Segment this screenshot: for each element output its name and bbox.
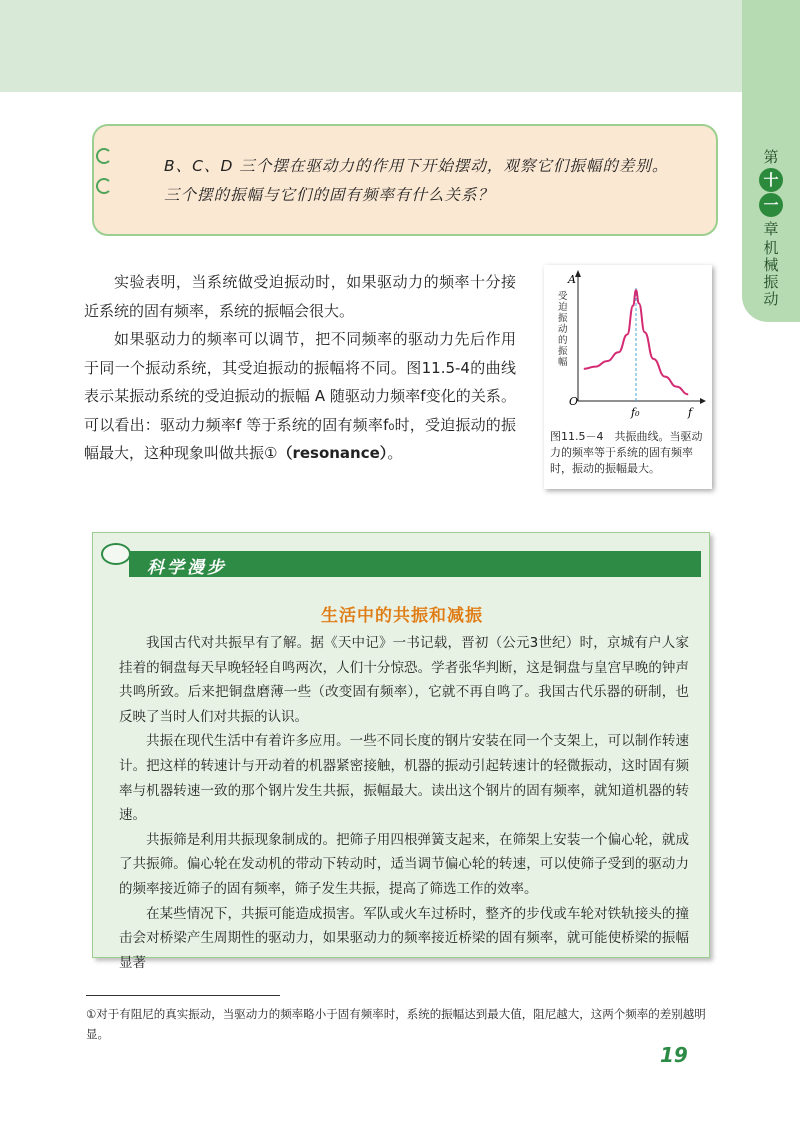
chapter-number-2: 一 bbox=[759, 193, 783, 217]
science-walk-header bbox=[129, 551, 701, 577]
paragraph-1: 实验表明，当系统做受迫振动时，如果驱动力的频率十分接近系统的固有频率，系统的振幅会很大。 bbox=[84, 273, 516, 320]
science-walk-box bbox=[92, 532, 710, 971]
paragraph-2-text: 如果驱动力的频率可以调节，把不同频率的驱动力先后作用于同一个振动系统，其受迫振动的振幅将不同。图11.5-4的曲线表示某振动系统的受迫振动的振幅 A 随驱动力频率f变化的关系。可以看出：驱动力频率f 等于系统的固有频率f₀时，受迫振动的振幅最大，这种现象叫做共振① bbox=[84, 330, 516, 462]
chapter-di: 第 bbox=[763, 148, 779, 166]
y-axis-description: 受迫振动的振幅 bbox=[558, 291, 568, 368]
sci-paragraph-4: 在某些情况下，共振可能造成损害。军队或火车过桥时，整齐的步伐或车轮对铁轨接头的撞击会对桥梁产生周期性的驱动力，如果驱动力的频率接近桥梁的固有频率，就可能使桥梁的振幅显著 bbox=[119, 905, 689, 971]
science-walk-body bbox=[119, 631, 689, 975]
science-walk-label: 科学漫步 bbox=[147, 558, 227, 578]
chapter-number-1: 十 bbox=[759, 168, 783, 192]
chapter-title: 机械振动 bbox=[763, 239, 779, 308]
x-axis-arrow bbox=[700, 398, 706, 404]
origin-label: O bbox=[569, 395, 579, 408]
question-text bbox=[164, 152, 668, 210]
ring-icon bbox=[96, 178, 112, 194]
y-axis-label: A bbox=[568, 273, 576, 286]
question-line-2: 三个摆的振幅与它们的固有频率有什么关系？ bbox=[164, 186, 495, 204]
paragraph-2 bbox=[84, 325, 516, 468]
footnote-rule bbox=[86, 995, 280, 996]
question-box bbox=[92, 124, 718, 236]
ring-icon bbox=[96, 148, 112, 164]
figure-caption: 图11.5－4 共振曲线。当驱动力的频率等于系统的固有频率时，振动的振幅最大。 bbox=[550, 430, 703, 475]
f0-label: f₀ bbox=[631, 406, 640, 419]
footnote: ①对于有阻尼的真实振动，当驱动力的频率略小于固有频率时，系统的振幅达到最大值，阻尼越大，这两个频率的差别越明显。 bbox=[86, 1007, 706, 1041]
question-line-1: B、C、D 三个摆在驱动力的作用下开始摆动，观察它们振幅的差别。 bbox=[164, 157, 669, 175]
resonance-figure bbox=[544, 265, 712, 489]
paragraph-2-end: 。 bbox=[387, 444, 403, 462]
science-walk-title: 生活中的共振和减振 bbox=[321, 606, 483, 626]
chapter-tab bbox=[742, 0, 800, 322]
main-text bbox=[84, 268, 516, 468]
resonance-term: （resonance） bbox=[277, 444, 388, 462]
sci-paragraph-2: 共振在现代生活中有着许多应用。一些不同长度的钢片安装在同一个支架上，可以制作转速计。把这样的转速计与开动着的机器紧密接触，机器的振动引起转速计的轻微振动，这时固有频率与机器转速一致的那个钢片发生共振，振幅最大。读出这个钢片的固有频率，就知道机器的转速。 bbox=[119, 733, 689, 824]
sci-paragraph-3: 共振筛是利用共振现象制成的。把筛子用四根弹簧支起来，在筛架上安装一个偏心轮，就成了共振筛。偏心轮在发动机的带动下转动时，适当调节偏心轮的转速，可以使筛子受到的驱动力的频率接近筛子的固有频率，筛子发生共振，提高了筛选工作的效率。 bbox=[119, 831, 689, 897]
oval-icon bbox=[101, 543, 131, 565]
header-band bbox=[0, 0, 800, 92]
chapter-zhang: 章 bbox=[763, 220, 779, 238]
page-number: 19 bbox=[660, 1043, 688, 1067]
sci-paragraph-1: 我国古代对共振早有了解。据《天中记》一书记载，晋初（公元3世纪）时，京城有户人家挂着的铜盘每天早晚轻轻自鸣两次，人们十分惊恐。学者张华判断，这是铜盘与皇宫早晚的钟声共鸣所致。后来把铜盘磨薄一些（改变固有频率），它就不再自鸣了。我国古代乐器的研制，也反映了当时人们对共振的认识。 bbox=[119, 635, 689, 725]
x-axis-label: f bbox=[688, 406, 693, 419]
